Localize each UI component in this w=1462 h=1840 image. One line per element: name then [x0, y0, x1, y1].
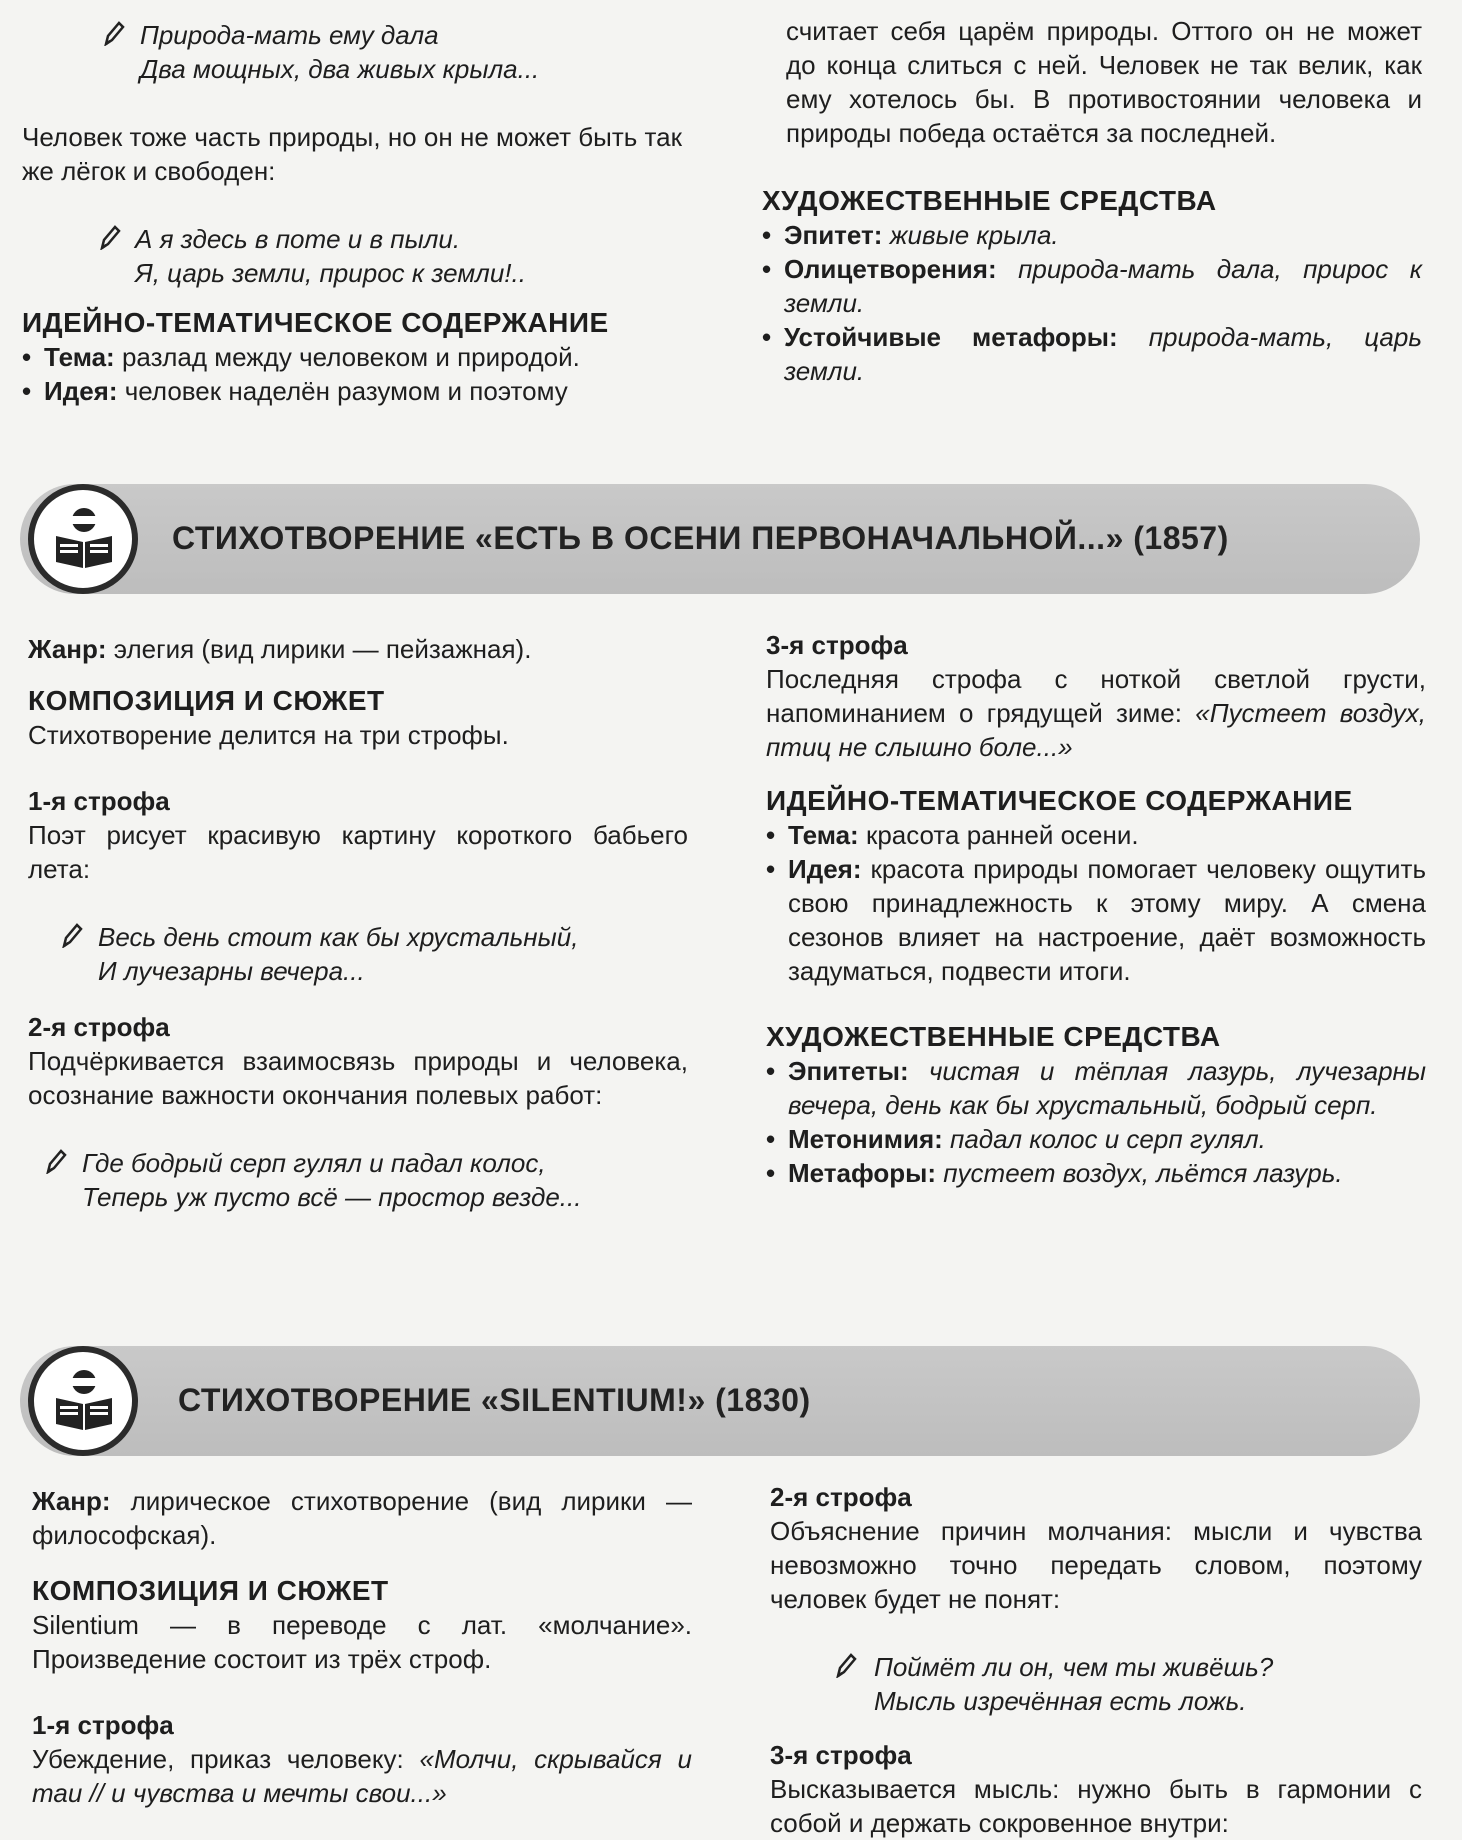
bullet-text: живые крыла. [889, 220, 1059, 250]
quote-line: Природа-мать ему дала [140, 20, 439, 50]
paragraph: Silentium — в переводе с лат. «молчание». Произведение состоит из трёх строф. [32, 1610, 692, 1674]
reader-badge [28, 484, 138, 594]
genre-line [28, 632, 688, 666]
reader-icon [52, 506, 116, 572]
bullet-text: природа-мать дала, прирос к земли. [784, 254, 1423, 318]
bullet-item: • Идея: красота природы помогает человеку ощутить свою принадлежность к этому миру. А смена сезонов влияет на настроение, даёт возможность задуматься, подвести итоги. [766, 854, 1426, 986]
bullet-item: • Метафоры: пустеет воздух, льётся лазурь. [766, 1158, 1343, 1188]
strophe-heading: 1-я строфа [32, 1710, 174, 1740]
bullet-item: • Идея: человек наделён разумом и поэтому [22, 376, 568, 406]
paragraph: Стихотворение делится на три строфы. [28, 720, 509, 750]
section-heading: ХУДОЖЕСТВЕННЫЕ СРЕДСТВА [762, 185, 1217, 216]
section-heading: КОМПОЗИЦИЯ И СЮЖЕТ [32, 1575, 389, 1606]
bullet-item: • Олицетворения: природа-мать дала, прирос к земли. [762, 254, 1423, 318]
bullet-text: чистая и тёплая лазурь, лучезарны вечера, день как бы хрустальный, бодрый серп. [788, 1056, 1426, 1120]
bullet-item: • Устойчивые метафоры: природа-мать, царь земли. [762, 322, 1422, 386]
genre-text: лирическое стихотворение (вид лирики — философская). [32, 1486, 692, 1550]
section-title: СТИХОТВОРЕНИЕ «SILENTIUM!» (1830) [178, 1382, 811, 1418]
paragraph-text: Последняя строфа с ноткой светлой грусти, напоминанием о грядущей зиме: [766, 664, 1426, 728]
genre-text: элегия (вид лирики — пейзажная). [113, 634, 532, 664]
top-left-column [22, 18, 682, 408]
quote-line: Весь день стоит как бы хрустальный, [98, 922, 579, 952]
quote-line: Мысль изречённая есть ложь. [874, 1686, 1247, 1716]
bullet-label: Тема: [788, 820, 859, 850]
poem-quote [22, 18, 682, 86]
quote-line: Два мощных, два живых крыла... [140, 54, 540, 84]
bullet-label: Идея: [44, 376, 118, 406]
bullet-text: падал колос и серп гулял. [950, 1124, 1266, 1154]
quote-line: Я, царь земли, прирос к земли!.. [135, 258, 526, 288]
section-heading: ХУДОЖЕСТВЕННЫЕ СРЕДСТВА [766, 1021, 1221, 1052]
paragraph [32, 1742, 692, 1810]
bullet-label: Эпитет: [784, 220, 883, 250]
section1-left-column [28, 632, 688, 1214]
bullet-text: пустеет воздух, льётся лазурь. [943, 1158, 1343, 1188]
quote-line: Поймёт ли он, чем ты живёшь? [874, 1652, 1274, 1682]
pen-icon [98, 224, 122, 250]
genre-label: Жанр: [28, 634, 107, 664]
paragraph: Объяснение причин молчания: мысли и чувства невозможно точно передать словом, поэтому человек будет не понят: [770, 1516, 1422, 1614]
genre-line [32, 1484, 692, 1552]
inline-quote: «Пустеет воздух, птиц не слышно боле...» [766, 698, 1426, 762]
bullet-text: человек наделён разумом и поэтому [124, 376, 568, 406]
bullet-item: • Эпитеты: чистая и тёплая лазурь, лучезарны вечера, день как бы хрустальный, бодрый серп. [766, 1056, 1426, 1120]
strophe-heading: 2-я строфа [770, 1482, 912, 1512]
section1-right-column [766, 628, 1426, 1190]
strophe-heading: 3-я строфа [766, 630, 908, 660]
pen-icon [60, 922, 84, 948]
paragraph: Поэт рисует красивую картину короткого бабьего лета: [28, 820, 688, 884]
bullet-label: Метонимия: [788, 1124, 943, 1154]
strophe-heading: 2-я строфа [28, 1012, 170, 1042]
bullet-item: • Тема: разлад между человеком и природой. [22, 342, 580, 372]
bullet-item: • Тема: красота ранней осени. [766, 820, 1139, 850]
bullet-text: красота природы помогает человеку ощутить свою принадлежность к этому миру. А смена сезонов влияет на настроение, даёт возможность задуматься, подвести итоги. [788, 854, 1426, 986]
strophe-heading: 1-я строфа [28, 786, 170, 816]
section2-left-column [32, 1484, 692, 1810]
section2-right-column [770, 1480, 1422, 1840]
genre-label: Жанр: [32, 1486, 111, 1516]
inline-quote: «Молчи, скрывайся и таи // и чувства и мечты свои...» [32, 1744, 692, 1808]
bullet-label: Эпитеты: [788, 1056, 909, 1086]
bullet-text: разлад между человеком и природой. [121, 342, 580, 372]
paragraph: Высказывается мысль: нужно быть в гармонии с собой и держать сокровенное внутри: [770, 1774, 1422, 1838]
bullet-item: • Метонимия: падал колос и серп гулял. [766, 1124, 1266, 1154]
bullet-item: • Эпитет: живые крыла. [762, 220, 1059, 250]
paragraph: Человек тоже часть природы, но он не может быть так же лёгок и свободен: [22, 122, 682, 186]
bullet-label: Идея: [788, 854, 862, 884]
poem-quote [22, 222, 682, 290]
pen-icon [102, 20, 126, 46]
quote-line: Где бодрый серп гулял и падал колос, [82, 1148, 546, 1178]
bullet-label: Тема: [44, 342, 115, 372]
section-heading: ИДЕЙНО-ТЕМАТИЧЕСКОЕ СОДЕРЖАНИЕ [766, 785, 1353, 816]
section-heading: ИДЕЙНО-ТЕМАТИЧЕСКОЕ СОДЕРЖАНИЕ [22, 307, 609, 338]
quote-line: А я здесь в поте и в пыли. [135, 224, 461, 254]
pen-icon [834, 1652, 858, 1678]
section-heading: КОМПОЗИЦИЯ И СЮЖЕТ [28, 685, 385, 716]
poem-quote [28, 1146, 688, 1214]
strophe-heading: 3-я строфа [770, 1740, 912, 1770]
reader-icon [52, 1368, 116, 1434]
bullet-text: природа-мать, царь земли. [784, 322, 1422, 386]
poem-quote [770, 1650, 1422, 1718]
bullet-text: красота ранней осени. [865, 820, 1139, 850]
quote-line: И лучезарны вечера... [98, 956, 365, 986]
bullet-label: Олицетворения: [784, 254, 997, 284]
section-title: СТИХОТВОРЕНИЕ «ЕСТЬ В ОСЕНИ ПЕРВОНАЧАЛЬНОЙ...» (1857) [172, 520, 1229, 556]
paragraph: считает себя царём природы. Оттого он не может до конца слиться с ней. Человек не так велик, как ему хотелось бы. В противостоянии человека и природы победа остаётся за последней. [786, 16, 1422, 148]
paragraph [766, 662, 1426, 764]
bullet-label: Устойчивые метафоры: [784, 322, 1118, 352]
paragraph-text: Убеждение, приказ человеку: [32, 1744, 404, 1774]
paragraph: Подчёркивается взаимосвязь природы и человека, осознание важности окончания полевых работ: [28, 1046, 688, 1110]
reader-badge [28, 1346, 138, 1456]
top-right-column [762, 14, 1422, 388]
pen-icon [44, 1148, 68, 1174]
quote-line: Теперь уж пусто всё — простор везде... [82, 1182, 582, 1212]
poem-quote [28, 920, 688, 988]
bullet-label: Метафоры: [788, 1158, 937, 1188]
